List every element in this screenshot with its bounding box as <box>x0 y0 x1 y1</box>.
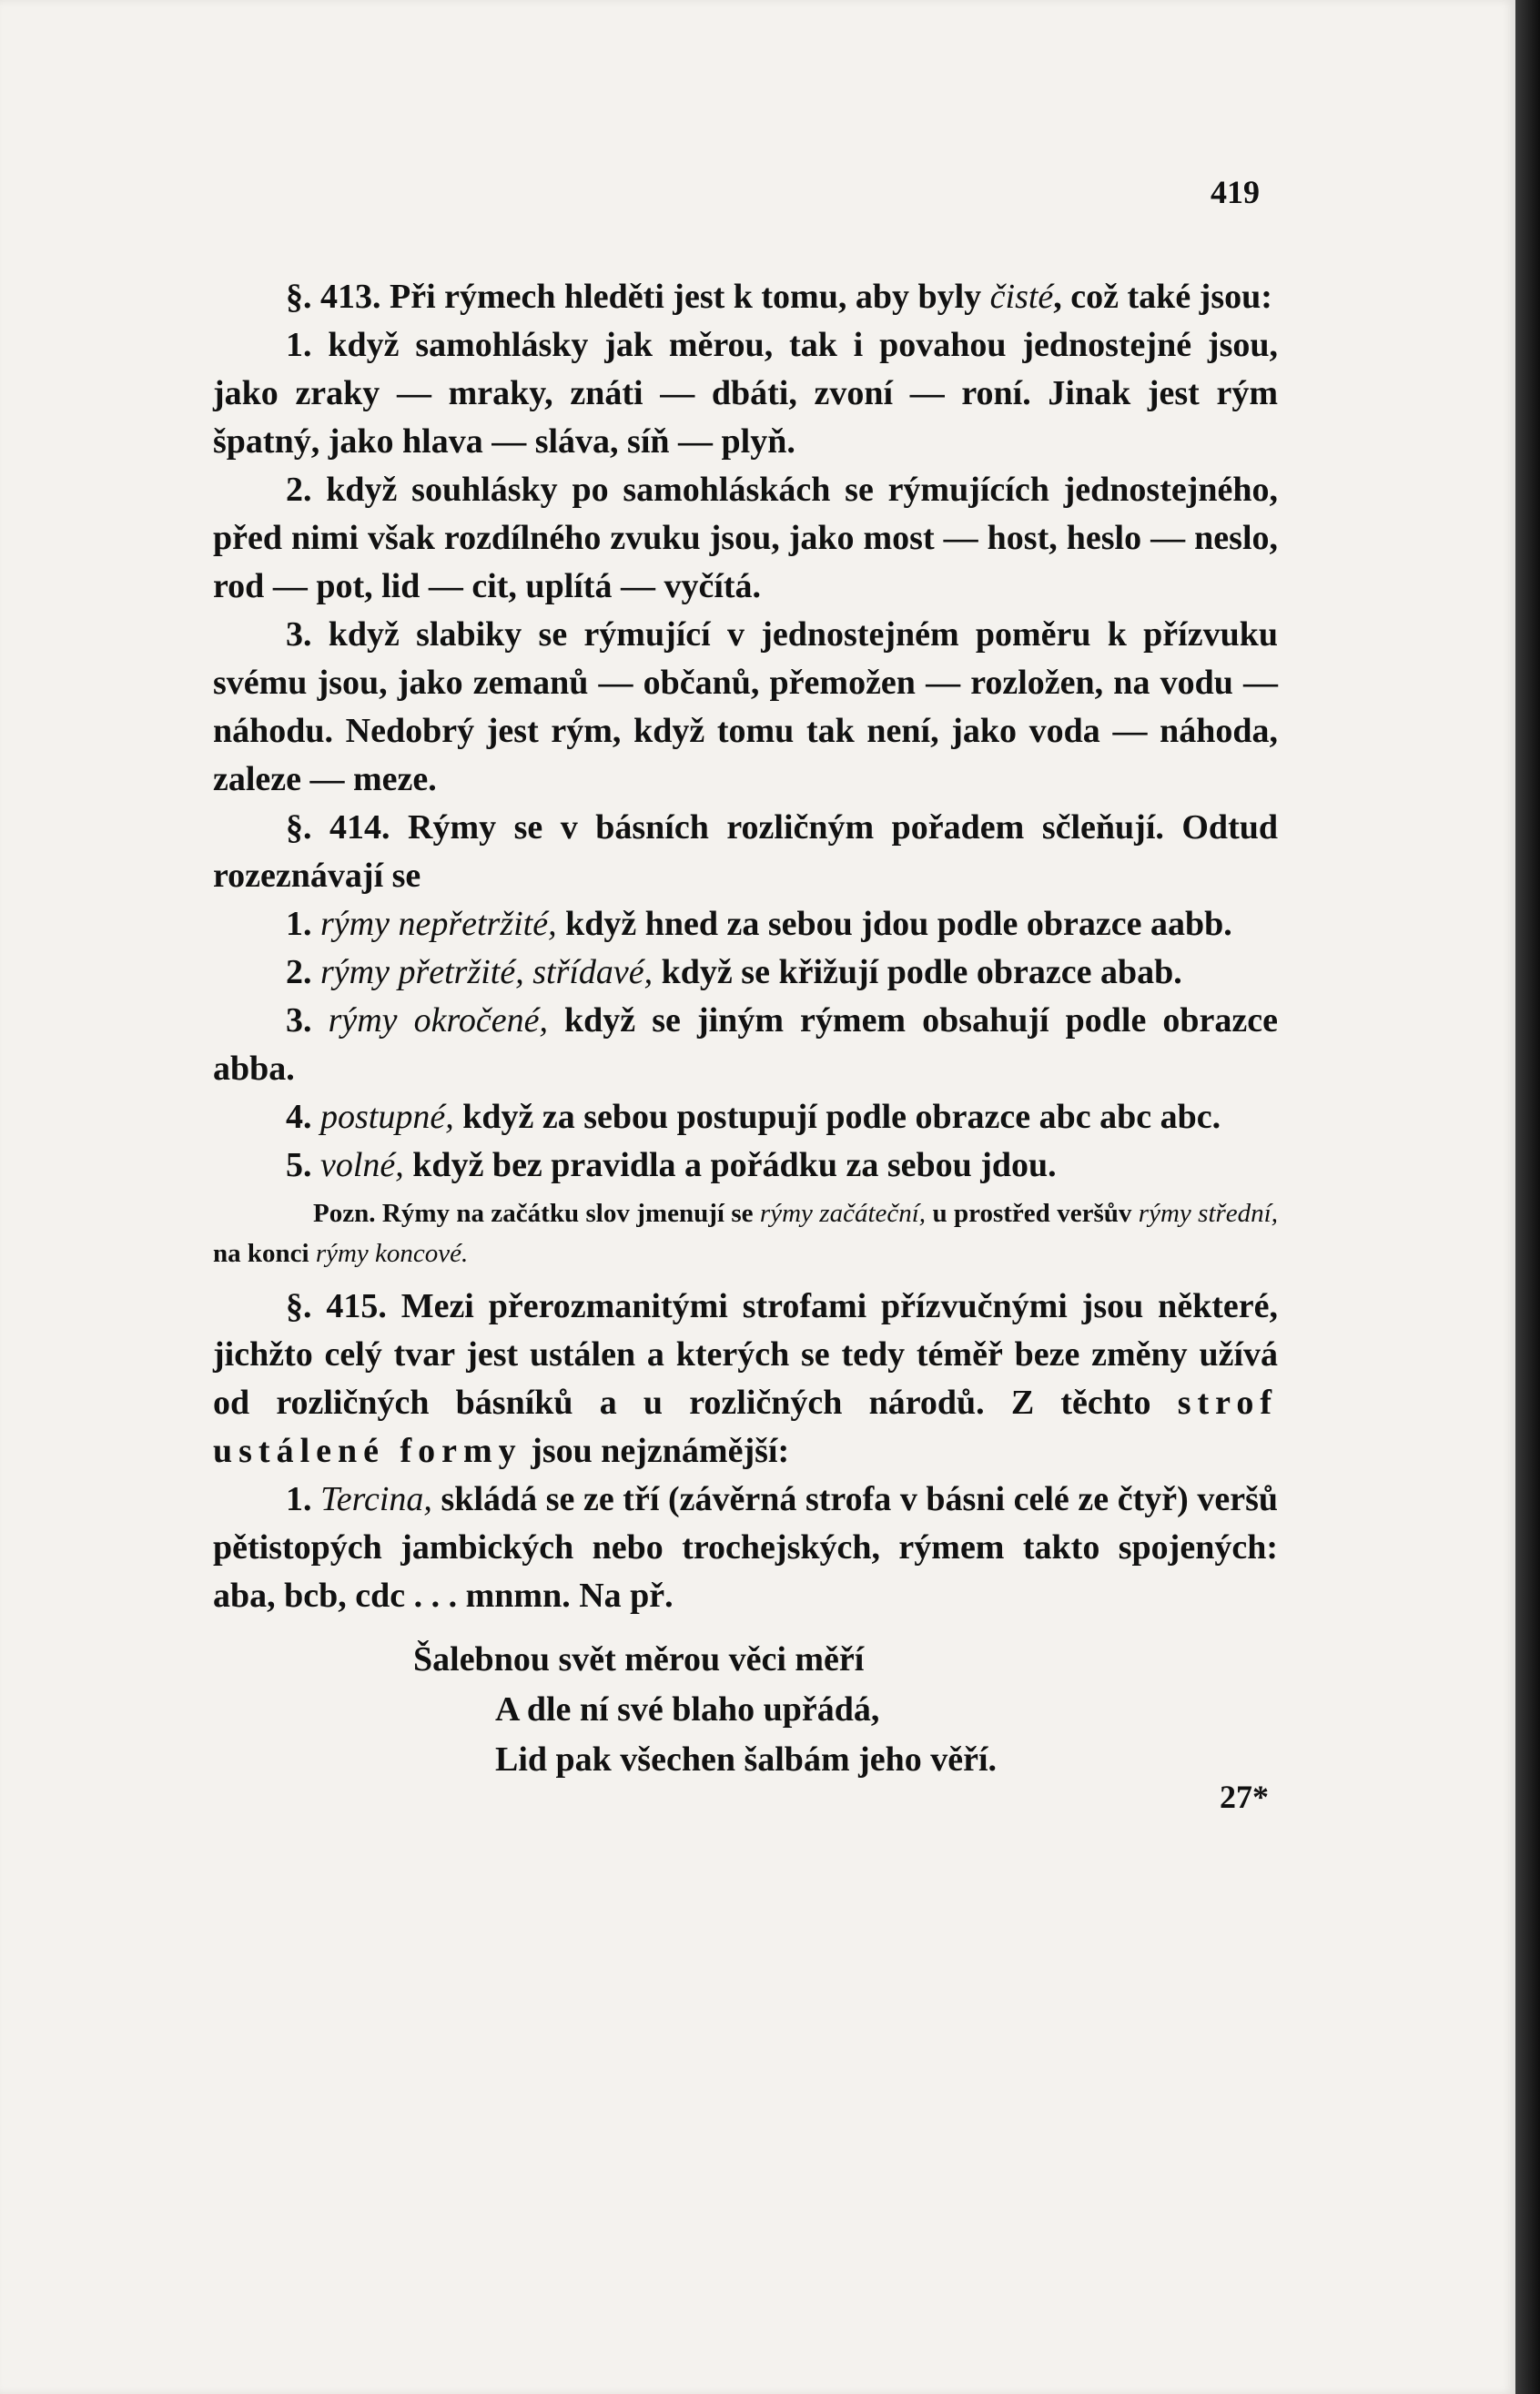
section-413-heading: §. 413. Při rýmech hleděti jest k tomu, aby byly čisté, což také jsou: <box>286 278 1272 316</box>
section-413-item-1: 1. když samohlásky jak měrou, tak i povahou jednostejné jsou, jako zraky — mraky, znáti — dbáti, zvoní — roní. Jinak jest rým špatný, jako hlava — sláva, síň — plyň. <box>213 326 1278 461</box>
signature-mark: 27* <box>1220 1779 1269 1815</box>
section-413-item-2: 2. když souhlásky po samohláskách se rýmujících jednostejného, před nimi však rozdílného zvuku jsou, jako most — host, heslo — neslo, rod — pot, lid — cit, uplítá — vyčítá. <box>213 471 1278 605</box>
poem-example <box>213 1635 1278 1785</box>
section-414-item-5: 5. volné, když bez pravidla a pořádku za sebou jdou. <box>286 1146 1057 1184</box>
poem-line-2: A dle ní své blaho upřádá, <box>495 1690 880 1729</box>
section-414-heading: §. 414. Rýmy se v básních rozličným pořadem sčleňují. Odtud rozeznávají se <box>213 808 1278 895</box>
section-414-note: Pozn. Rýmy na začátku slov jmenují se rýmy začáteční, u prostřed veršův rýmy střední, na konci rýmy koncové. <box>213 1199 1278 1268</box>
section-414-item-1: 1. rýmy nepřetržité, když hned za sebou jdou podle obrazce aabb. <box>286 905 1232 943</box>
scan-right-edge <box>1515 0 1540 2394</box>
section-413-item-3: 3. když slabiky se rýmující v jednostejném poměru k přízvuku svému jsou, jako zemanů — občanů, přemožen — rozložen, na vodu — náhodu. Nedobrý jest rým, když tomu tak není, jako voda — náhoda, zaleze — meze. <box>213 615 1278 798</box>
page-number: 419 <box>1211 174 1260 210</box>
section-415-item-1: 1. Tercina, skládá se ze tří (závěrná strofa v básni celé ze čtyř) veršů pětistopých jambických nebo trochejských, rýmem takto spojených: aba, bcb, cdc . . . mnmn. Na př. <box>213 1480 1278 1615</box>
section-414-item-2: 2. rýmy přetržité, střídavé, když se křižují podle obrazce abab. <box>286 953 1182 991</box>
section-414-item-4: 4. postupné, když za sebou postupují podle obrazce abc abc abc. <box>286 1098 1221 1136</box>
section-415-heading: §. 415. Mezi přerozmanitými strofami přízvučnými jsou některé, jichžto celý tvar jest ustálen a kterých se tedy téměř beze změny užívá od rozličných básníků a u rozličných národů. Z těchto strof ustálené formy jsou nejznámější: <box>213 1287 1278 1470</box>
section-414-item-3: 3. rýmy okročené, když se jiným rýmem obsahují podle obrazce abba. <box>213 1001 1278 1088</box>
page-text <box>213 173 1278 1816</box>
poem-line-1: Šalebnou svět měrou věci měří <box>413 1640 865 1679</box>
poem-line-3: Lid pak všechen šalbám jeho věří. <box>495 1740 998 1779</box>
